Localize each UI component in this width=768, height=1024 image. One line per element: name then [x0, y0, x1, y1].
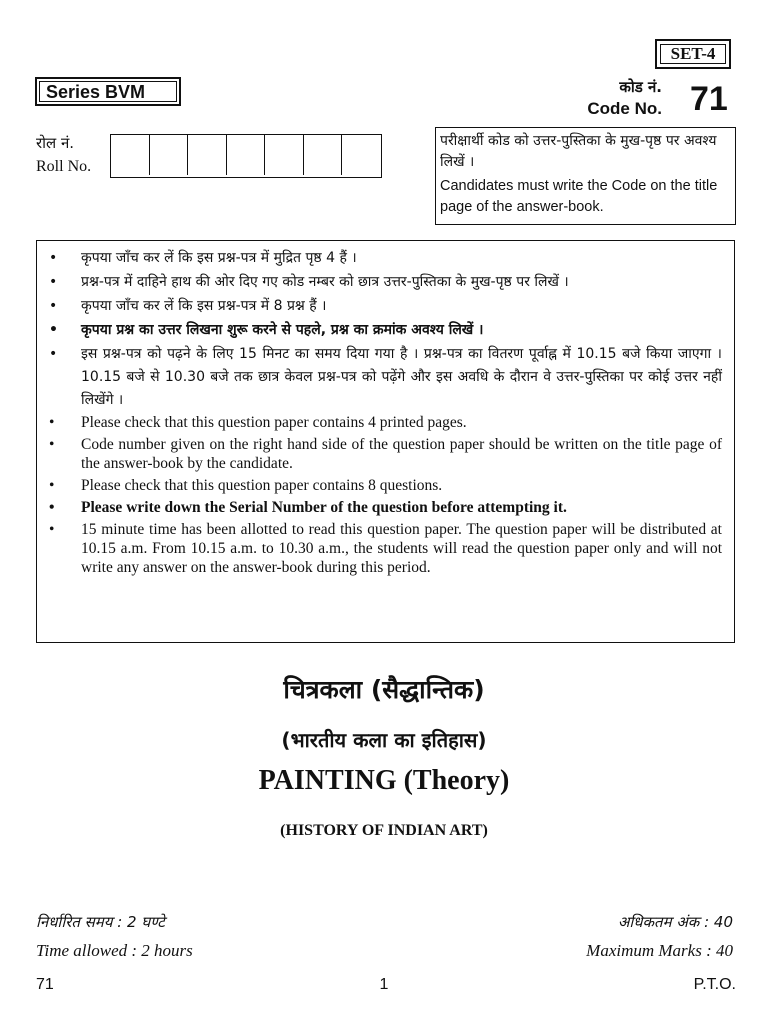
roll-number-box[interactable] [304, 135, 343, 175]
instruction-item [49, 435, 722, 473]
instruction-text: 15 minute time has been allotted to read this question paper. The question paper will be distributed at 10.15 a.m. From 10.15 a.m. to 10.30 a.m., the students will read the question paper only and will not write any answer on the answer-book during this period. [81, 521, 722, 576]
roll-label-hindi: रोल नं. [36, 134, 75, 152]
max-marks-hindi: अधिकतम अंक : 40 [617, 913, 733, 931]
set-label: SET-4 [670, 44, 716, 63]
instruction-item [49, 295, 722, 318]
bullet-icon: • [49, 436, 55, 453]
title-english: PAINTING (Theory) [258, 765, 510, 796]
bullet-icon: • [49, 322, 58, 338]
series-label: Series BVM [39, 81, 177, 102]
title-hindi: चित्रकला (सैद्धान्तिक) [283, 675, 485, 704]
time-allowed-english: Time allowed : 2 hours [36, 941, 193, 960]
bullet-icon: • [49, 346, 58, 362]
footer-code: 71 [36, 976, 54, 993]
roll-number-box[interactable] [188, 135, 227, 175]
footer-pto: P.T.O. [693, 976, 736, 993]
instruction-item [49, 476, 722, 495]
instruction-item [49, 520, 722, 577]
subtitle-english: (HISTORY OF INDIAN ART) [280, 822, 488, 839]
instruction-text: प्रश्न-पत्र में दाहिने हाथ की ओर दिए गए कोड नम्बर को छात्र उत्तर-पुस्तिका के मुख-पृष्ठ पर लिखें । [81, 274, 569, 290]
instruction-text: कृपया जाँच कर लें कि इस प्रश्न-पत्र में 8 प्रश्न हैं । [81, 298, 327, 314]
bullet-icon: • [49, 274, 58, 290]
instruction-item [49, 271, 722, 294]
candidate-note-hindi: परीक्षार्थी कोड को उत्तर-पुस्तिका के मुख-पृष्ठ पर अवश्य लिखें । [440, 133, 717, 170]
instruction-item [49, 498, 722, 517]
subtitle-hindi: (भारतीय कला का इतिहास) [281, 728, 487, 752]
instruction-text: Please check that this question paper contains 8 questions. [81, 477, 443, 494]
bullet-icon: • [49, 414, 55, 431]
roll-number-box[interactable] [265, 135, 304, 175]
roll-number-box[interactable] [342, 135, 381, 175]
bullet-icon: • [49, 499, 55, 516]
instruction-item [49, 247, 722, 270]
instruction-text: Code number given on the right hand side of the question paper should be written on the title page of the answer-book by the candidate. [81, 436, 722, 472]
instruction-item [49, 413, 722, 432]
max-marks-english: Maximum Marks : 40 [586, 941, 733, 960]
instruction-text: Please check that this question paper contains 4 printed pages. [81, 414, 467, 431]
instruction-text: कृपया प्रश्न का उत्तर लिखना शुरू करने से पहले, प्रश्न का क्रमांक अवश्य लिखें । [81, 322, 484, 338]
roll-number-boxes[interactable] [110, 134, 382, 178]
roll-number-box[interactable] [150, 135, 189, 175]
code-label-hindi: कोड नं. [619, 78, 662, 96]
candidate-note-english: Candidates must write the Code on the title page of the answer-book. [440, 178, 718, 215]
footer-page-number: 1 [379, 976, 389, 993]
instruction-text: Please write down the Serial Number of the question before attempting it. [81, 499, 567, 516]
instruction-item [49, 343, 722, 412]
code-number: 71 [690, 80, 728, 118]
code-label-english: Code No. [587, 99, 662, 118]
instruction-text: कृपया जाँच कर लें कि इस प्रश्न-पत्र में मुद्रित पृष्ठ 4 हैं । [81, 250, 357, 266]
bullet-icon: • [49, 298, 58, 314]
series-badge [35, 77, 181, 106]
instructions-box [36, 240, 735, 643]
set-badge [655, 39, 731, 69]
roll-number-box[interactable] [111, 135, 150, 175]
bullet-icon: • [49, 477, 55, 494]
instruction-text: इस प्रश्न-पत्र को पढ़ने के लिए 15 मिनट का समय दिया गया है । प्रश्न-पत्र का वितरण पूर्वाह्न में 10.15 बजे किया जाएगा । 10.15 बजे से 10.30 बजे तक छात्र केवल प्रश्न-पत्र को पढ़ेंगे और इस अवधि के दौरान वे उत्तर-पुस्तिका पर कोई उत्तर नहीं लिखेंगे । [81, 346, 722, 408]
instructions-list [49, 247, 722, 577]
roll-number-box[interactable] [227, 135, 266, 175]
bullet-icon: • [49, 250, 58, 266]
roll-label-english: Roll No. [36, 158, 92, 175]
time-allowed-hindi: निर्धारित समय : 2 घण्टे [36, 913, 165, 931]
instruction-item [49, 319, 722, 342]
bullet-icon: • [49, 521, 55, 538]
candidate-note-box [435, 127, 736, 225]
